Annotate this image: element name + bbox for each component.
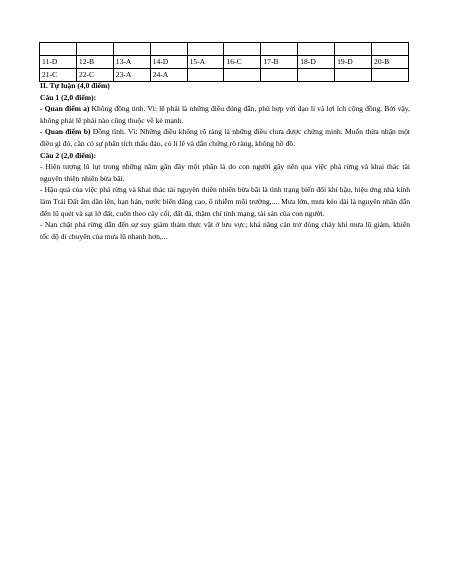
answer-cell: 18-D bbox=[298, 56, 335, 69]
answer-cell: 24-A bbox=[150, 69, 187, 82]
answer-cell bbox=[372, 43, 409, 56]
question-1-viewpoint-a bbox=[40, 103, 410, 126]
answer-row bbox=[40, 43, 409, 56]
question-2-paragraph: - Hậu quả của việc phá rừng và khai thác tài nguyên thiên nhiên bừa bãi là tình trạng biến đổi khí hậu, hiệu ứng nhà kính làm Trái Đất ấm dần lên, hạn hán, nước biển dâng cao, ô nhiễm môi trường,.... Mưa lớn, mưa kéo dài là nguyên nhân dẫn đến lũ quét và sạt lở đất, cuốn theo cây cối, đất đá, thậm chí tính mạng, tài sản của con người. bbox=[40, 185, 410, 218]
answer-cell bbox=[261, 43, 298, 56]
answer-cell bbox=[76, 43, 113, 56]
question-2-paragraph: - Nạn chặt phá rừng dẫn đến sự suy giảm thảm thực vật ở lưu vực; khả năng cản trở dòng chảy khi mưa lũ giảm, khiến tốc độ di chuyển của mưa lũ nhanh hơn,... bbox=[40, 220, 410, 241]
answer-row bbox=[40, 56, 409, 69]
answer-cell bbox=[187, 43, 224, 56]
viewpoint-b-text: Đồng tình. Vì: Những điều không rõ ràng là những điều chưa được chứng minh. Muốn thừa nhận một điều gì đó, cần có sự phân tích thấu đáo, có lí lẽ và dẫn chứng rõ ràng, không hồ đồ. bbox=[40, 127, 410, 148]
section-heading: II. Tự luận (4,0 điểm) bbox=[40, 81, 110, 90]
question-1-viewpoint-b bbox=[40, 126, 410, 149]
viewpoint-b-label: - Quan điểm b) bbox=[40, 127, 91, 137]
answer-cell bbox=[298, 43, 335, 56]
answer-cell: 11-D bbox=[40, 56, 77, 69]
answer-cell bbox=[40, 43, 77, 56]
answer-cell: 20-B bbox=[372, 56, 409, 69]
answer-cell: 21-C bbox=[40, 69, 77, 82]
viewpoint-a-label: - Quan điểm a) bbox=[40, 104, 90, 114]
answer-cell: 16-C bbox=[224, 56, 261, 69]
answer-key-table bbox=[39, 42, 409, 82]
answer-cell: 13-A bbox=[113, 56, 150, 69]
answer-cell bbox=[224, 43, 261, 56]
question-1-heading: Câu 1 (2,0 điểm): bbox=[40, 92, 97, 102]
answer-cell: 15-A bbox=[187, 56, 224, 69]
answer-cell bbox=[150, 43, 187, 56]
answer-cell: 22-C bbox=[76, 69, 113, 82]
viewpoint-a-text: Không đồng tình. Vì: lẽ phải là những điều đúng đắn, phù hợp với đạo lí và lợi ích cộng đồng. Bởi vậy, không phải lẽ phải nào cũng thuộc về kẻ mạnh. bbox=[40, 104, 410, 125]
answer-cell: 17-B bbox=[261, 56, 298, 69]
question-2-heading: Câu 2 (2,0 điểm): bbox=[40, 150, 97, 160]
answer-cell bbox=[113, 43, 150, 56]
answer-cell: 14-D bbox=[150, 56, 187, 69]
question-2-paragraph: - Hiện tượng lũ lụt trong những năm gần đây một phần là do con người gây nên qua việc phá rừng và khai thác tài nguyên thiên nhiên bừa bãi. bbox=[40, 162, 410, 183]
essay-section bbox=[40, 80, 410, 242]
answer-cell: 23-A bbox=[113, 69, 150, 82]
answer-cell: 19-D bbox=[335, 56, 372, 69]
answer-cell: 12-B bbox=[76, 56, 113, 69]
answer-cell bbox=[335, 43, 372, 56]
